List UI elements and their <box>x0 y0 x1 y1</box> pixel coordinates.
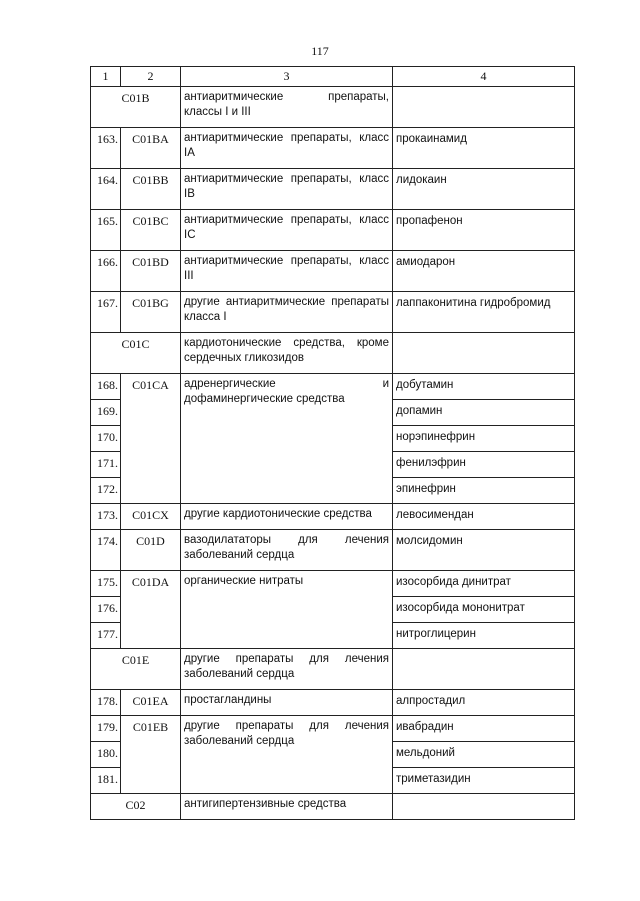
table-row <box>91 128 575 169</box>
atc-code: C01EA <box>121 690 181 716</box>
table-row <box>91 292 575 333</box>
header-col-1: 1 <box>91 67 121 87</box>
atc-code: C01C <box>91 333 181 374</box>
atc-code: C01BD <box>121 251 181 292</box>
drug-name: алпростадил <box>393 690 575 716</box>
drug-classification-table <box>90 66 575 820</box>
group-description: органические нитраты <box>181 571 393 649</box>
drug-name: добутамин <box>393 374 575 400</box>
table-row <box>91 690 575 716</box>
row-number: 181. <box>91 768 121 794</box>
row-number: 168. <box>91 374 121 400</box>
drug-name: норэпинефрин <box>393 426 575 452</box>
row-number: 166. <box>91 251 121 292</box>
drug-name: мельдоний <box>393 742 575 768</box>
row-number: 173. <box>91 504 121 530</box>
atc-code: C01CX <box>121 504 181 530</box>
atc-code: C01E <box>91 649 181 690</box>
group-description: вазодилататоры для лечения заболеваний сердца <box>181 530 393 571</box>
row-number: 174. <box>91 530 121 571</box>
table-row <box>91 87 575 128</box>
group-description: антиаритмические препараты, классы I и III <box>181 87 393 128</box>
row-number: 172. <box>91 478 121 504</box>
drug-name: ивабрадин <box>393 716 575 742</box>
table-row <box>91 571 575 597</box>
group-description: антиаритмические препараты, класс IC <box>181 210 393 251</box>
table-row <box>91 251 575 292</box>
row-number: 167. <box>91 292 121 333</box>
row-number: 171. <box>91 452 121 478</box>
drug-name: изосорбида мононитрат <box>393 597 575 623</box>
group-description: антиаритмические препараты, класс IA <box>181 128 393 169</box>
atc-code: C01BA <box>121 128 181 169</box>
row-number: 165. <box>91 210 121 251</box>
header-col-4: 4 <box>393 67 575 87</box>
table-row <box>91 210 575 251</box>
table-row <box>91 794 575 820</box>
table-row <box>91 716 575 742</box>
group-description: адренергические и дофаминергические средства <box>181 374 393 504</box>
drug-name: молсидомин <box>393 530 575 571</box>
row-number: 177. <box>91 623 121 649</box>
drug-name: триметазидин <box>393 768 575 794</box>
drug-name: фенилэфрин <box>393 452 575 478</box>
row-number: 180. <box>91 742 121 768</box>
atc-code: C01D <box>121 530 181 571</box>
atc-code: C01BC <box>121 210 181 251</box>
group-description: антиаритмические препараты, класс IB <box>181 169 393 210</box>
drug-name <box>393 649 575 690</box>
group-description: антигипертензивные средства <box>181 794 393 820</box>
atc-code: C01EB <box>121 716 181 794</box>
drug-name: лидокаин <box>393 169 575 210</box>
table-row <box>91 374 575 400</box>
group-description: другие антиаритмические препараты класса I <box>181 292 393 333</box>
drug-name <box>393 794 575 820</box>
page-number: 117 <box>311 44 329 58</box>
row-number: 163. <box>91 128 121 169</box>
group-description: кардиотонические средства, кроме сердечных гликозидов <box>181 333 393 374</box>
drug-name: эпинефрин <box>393 478 575 504</box>
row-number: 178. <box>91 690 121 716</box>
row-number: 164. <box>91 169 121 210</box>
header-col-3: 3 <box>181 67 393 87</box>
drug-name: лаппаконитина гидробромид <box>393 292 575 333</box>
atc-code: C01B <box>91 87 181 128</box>
atc-code: C01BG <box>121 292 181 333</box>
group-description: другие кардиотонические средства <box>181 504 393 530</box>
group-description: другие препараты для лечения заболеваний сердца <box>181 649 393 690</box>
table-row <box>91 333 575 374</box>
atc-code: C01CA <box>121 374 181 504</box>
drug-name: нитроглицерин <box>393 623 575 649</box>
atc-code: C02 <box>91 794 181 820</box>
header-row <box>91 67 575 87</box>
row-number: 176. <box>91 597 121 623</box>
group-description: другие препараты для лечения заболеваний сердца <box>181 716 393 794</box>
drug-name: изосорбида динитрат <box>393 571 575 597</box>
row-number: 179. <box>91 716 121 742</box>
table-row <box>91 530 575 571</box>
table-row <box>91 504 575 530</box>
row-number: 169. <box>91 400 121 426</box>
drug-name <box>393 87 575 128</box>
drug-name: пропафенон <box>393 210 575 251</box>
atc-code: C01BB <box>121 169 181 210</box>
drug-name: прокаинамид <box>393 128 575 169</box>
header-col-2: 2 <box>121 67 181 87</box>
table-row <box>91 169 575 210</box>
drug-name <box>393 333 575 374</box>
group-description: антиаритмические препараты, класс III <box>181 251 393 292</box>
atc-code: C01DA <box>121 571 181 649</box>
group-description: простагландины <box>181 690 393 716</box>
drug-name: допамин <box>393 400 575 426</box>
drug-name: амиодарон <box>393 251 575 292</box>
table-row <box>91 649 575 690</box>
row-number: 170. <box>91 426 121 452</box>
drug-name: левосимендан <box>393 504 575 530</box>
row-number: 175. <box>91 571 121 597</box>
